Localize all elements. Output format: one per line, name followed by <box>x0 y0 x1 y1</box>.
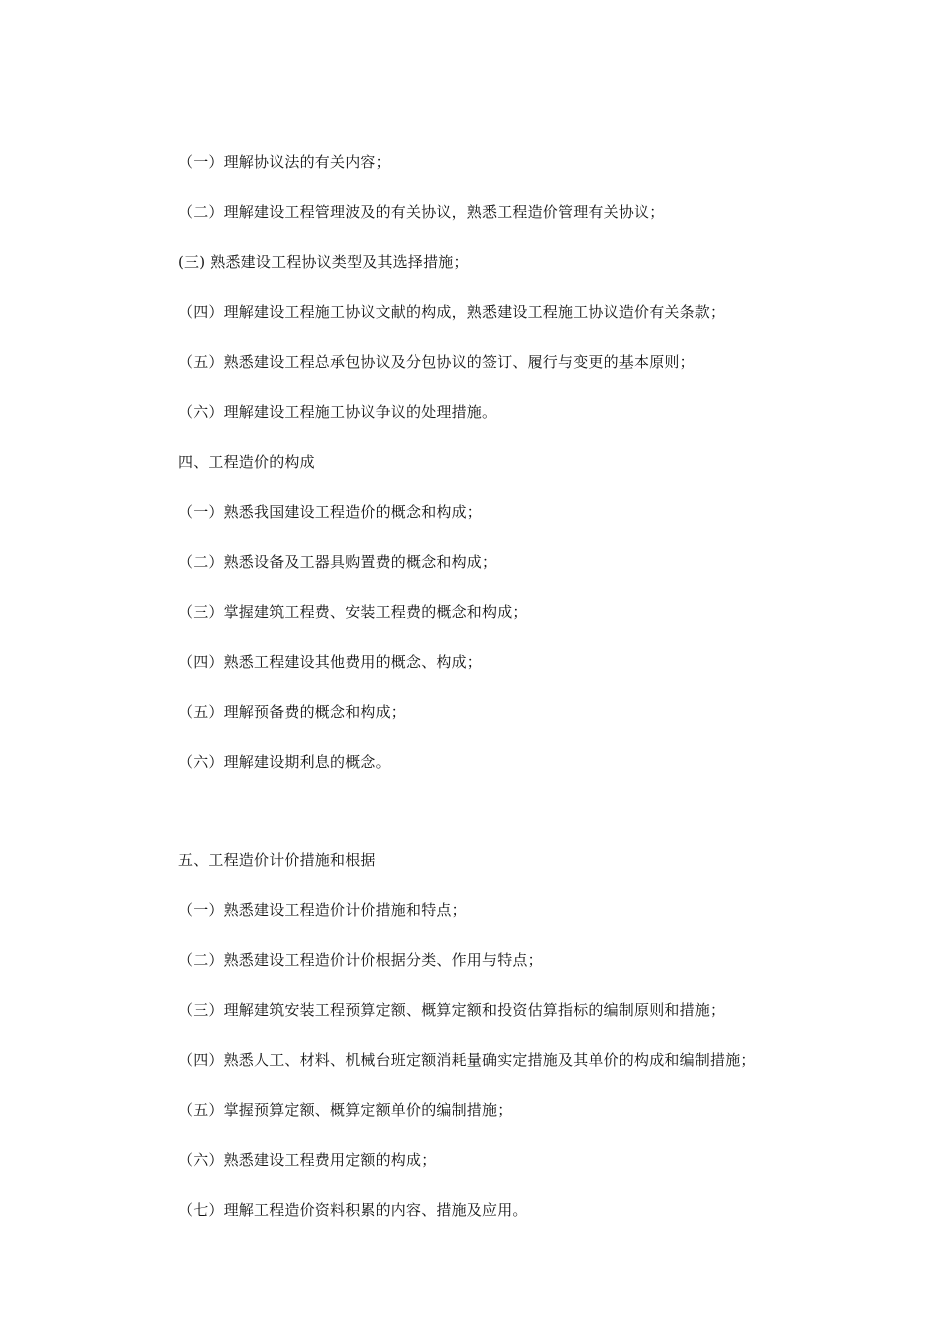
section-heading: 四、工程造价的构成 <box>178 453 315 471</box>
list-item: （一）理解协议法的有关内容； <box>178 153 391 171</box>
list-item: （六）理解建设工程施工协议争议的处理措施。 <box>178 403 498 421</box>
list-item: （三）理解建筑安装工程预算定额、概算定额和投资估算指标的编制原则和措施； <box>178 1001 726 1019</box>
list-item: （二）熟悉建设工程造价计价根据分类、作用与特点； <box>178 951 543 969</box>
list-item: （一）熟悉我国建设工程造价的概念和构成； <box>178 503 483 521</box>
list-item: （七）理解工程造价资料积累的内容、措施及应用。 <box>178 1201 528 1219</box>
list-item: （六）理解建设期利息的概念。 <box>178 753 391 771</box>
list-item: （二）熟悉设备及工器具购置费的概念和构成； <box>178 553 498 571</box>
list-item: （四）熟悉人工、材料、机械台班定额消耗量确实定措施及其单价的构成和编制措施； <box>178 1051 756 1069</box>
list-item: （二）理解建设工程管理波及的有关协议，熟悉工程造价管理有关协议； <box>178 203 665 221</box>
list-item: （四）熟悉工程建设其他费用的概念、构成； <box>178 653 483 671</box>
list-item: （五）理解预备费的概念和构成； <box>178 703 407 721</box>
list-item: （三）掌握建筑工程费、安装工程费的概念和构成； <box>178 603 528 621</box>
list-item: （四）理解建设工程施工协议文献的构成，熟悉建设工程施工协议造价有关条款； <box>178 303 726 321</box>
list-item: （一）熟悉建设工程造价计价措施和特点； <box>178 901 467 919</box>
list-item: （五）掌握预算定额、概算定额单价的编制措施； <box>178 1101 513 1119</box>
section-heading: 五、工程造价计价措施和根据 <box>178 851 376 869</box>
list-item: （六）熟悉建设工程费用定额的构成； <box>178 1151 437 1169</box>
list-item: (三) 熟悉建设工程协议类型及其选择措施； <box>178 253 469 271</box>
list-item: （五）熟悉建设工程总承包协议及分包协议的签订、履行与变更的基本原则； <box>178 353 695 371</box>
